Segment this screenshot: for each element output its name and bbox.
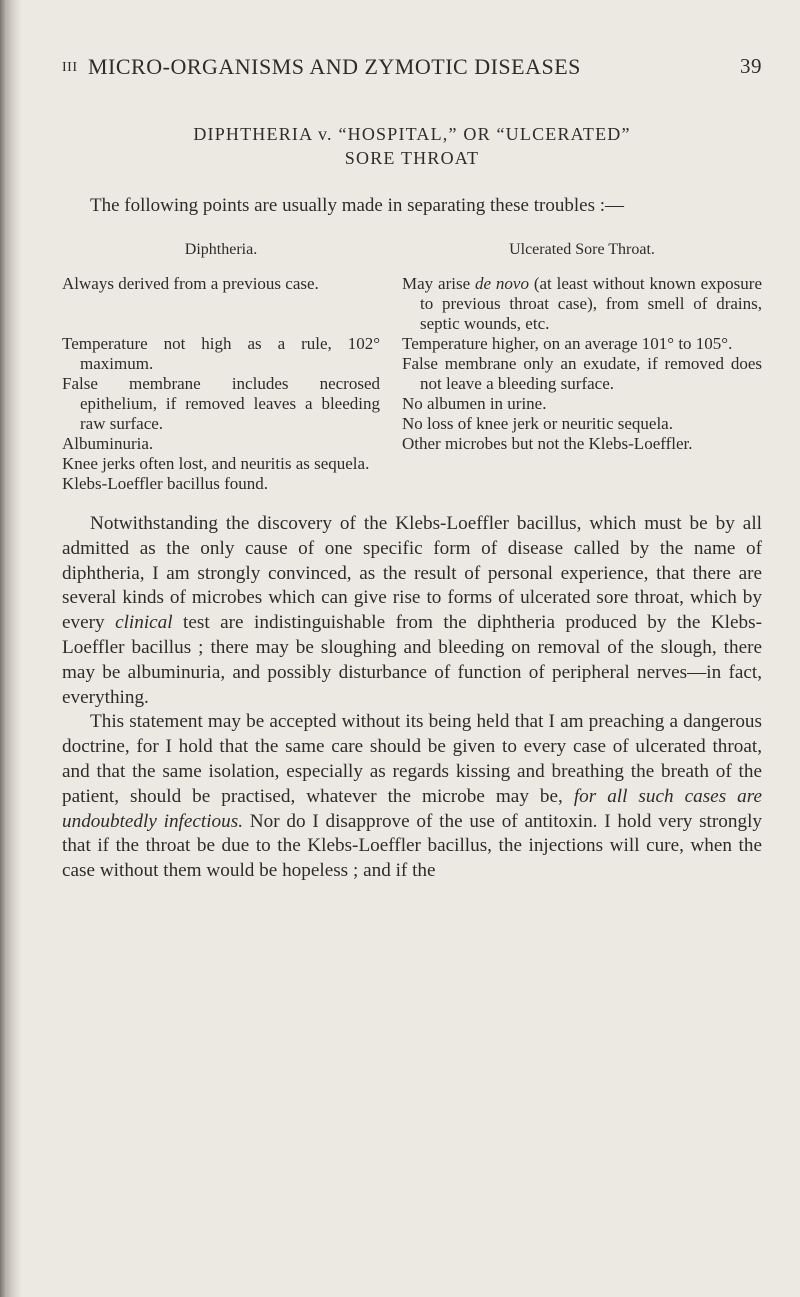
- ulcerated-point: Temperature higher, on an average 101° to 105°.: [402, 334, 733, 353]
- italic-text: for all such cases are undoubtedly infectious.: [62, 785, 763, 832]
- diphtheria-point: Always derived from a previous case.: [62, 274, 319, 293]
- text-span: (at least without known exposure to previous throat case), from smell of drains, septic wounds, etc.: [420, 274, 762, 333]
- diphtheria-point: Temperature not high as a rule, 102° maximum.: [62, 334, 380, 373]
- text-span: test are indistinguishable from the diphtheria produced by the Klebs-Loeffler bacillus ; there may be sloughing and bleeding on removal of the slough, there may be albuminuria, and possibly disturbance of function of peripheral nerves—in fact, everything.: [62, 612, 762, 708]
- ulcerated-point: [402, 274, 762, 334]
- section-heading: [62, 122, 762, 170]
- diphtheria-point: Knee jerks often lost, and neuritis as sequela.: [62, 454, 370, 473]
- ulcerated-point: No albumen in urine.: [402, 394, 547, 413]
- italic-text: clinical: [115, 612, 173, 634]
- body-text: [62, 512, 762, 884]
- ulcerated-point: Other microbes but not the Klebs-Loeffler.: [402, 434, 693, 453]
- body-paragraph: [62, 710, 762, 884]
- italic-text: de novo: [475, 274, 529, 293]
- heading-line-1: DIPHTHERIA v. “HOSPITAL,” OR “ULCERATED”: [193, 124, 631, 144]
- diphtheria-column: [62, 240, 380, 494]
- running-head: [62, 46, 762, 86]
- page-number: 39: [740, 54, 762, 78]
- comparison-columns: [62, 240, 762, 494]
- heading-line-2: SORE THROAT: [344, 148, 480, 168]
- ulcerated-point: False membrane only an exudate, if removed does not leave a bleeding surface.: [402, 354, 762, 393]
- diphtheria-point: False membrane includes necrosed epithelium, if removed leaves a bleeding raw surface.: [62, 374, 380, 433]
- diphtheria-point: Klebs-Loeffler bacillus found.: [62, 474, 268, 493]
- column-spacer: [62, 294, 380, 334]
- book-page: [62, 46, 762, 884]
- diphtheria-column-header: Diphtheria.: [184, 241, 258, 258]
- text-span: May arise: [402, 274, 475, 293]
- book-binding-shadow: [0, 0, 22, 1297]
- chapter-number: III: [62, 60, 78, 75]
- intro-paragraph: The following points are usually made in separating these troubles :—: [90, 195, 624, 216]
- diphtheria-point: Albuminuria.: [62, 434, 154, 453]
- running-title: MICRO-ORGANISMS AND ZYMOTIC DISEASES: [88, 54, 581, 79]
- ulcerated-column: [402, 240, 762, 494]
- ulcerated-point: No loss of knee jerk or neuritic sequela.: [402, 414, 673, 433]
- body-paragraph: [62, 512, 762, 710]
- text-span: Nor do I disapprove of the use of antitoxin. I hold very strongly that if the throat be due to the Klebs-Loeffler bacillus, the injections will cure, when the case without them would be hopeless ; and if the: [62, 810, 762, 882]
- text-span: This statement may be accepted without its being held that I am preaching a dangerous doctrine, for I hold that the same care should be given to every case of ulcerated throat, and that the same isolation, especially as regards kissing and breathing the breath of the patient, should be practised, whatever the microbe may be,: [62, 711, 762, 807]
- ulcerated-column-header: Ulcerated Sore Throat.: [509, 241, 655, 258]
- text-span: Notwithstanding the discovery of the Klebs-Loeffler bacillus, which must be by all admitted as the only cause of one specific form of disease called by the name of diphtheria, I am strongly convinced, as the result of personal experience, that there are several kinds of microbes which can give rise to forms of ulcerated sore throat, which by every: [62, 513, 762, 634]
